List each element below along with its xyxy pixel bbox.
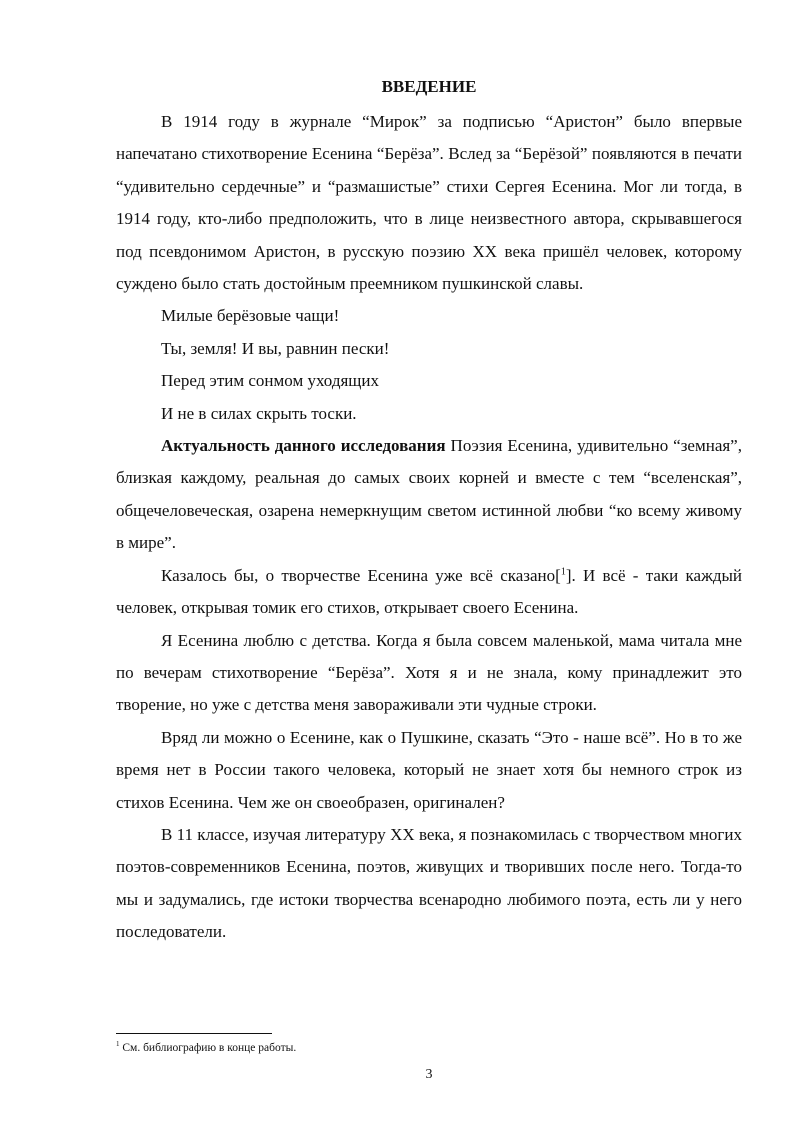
section-title: ВВЕДЕНИЕ [381, 77, 477, 96]
footnote-separator [116, 1033, 272, 1034]
verse-line-2: Ты, земля! И вы, равнин пески! [161, 338, 390, 358]
paragraph-relevance [116, 430, 742, 560]
paragraph-seemingly [116, 560, 742, 625]
paragraph-intro: В 1914 году в журнале “Мирок” за подписью “Аристон” было впервые напечатано стихотворение Есенина “Берёза”. Вслед за “Берёзой” появляются в печати “удивительно сердечные” и “размашистые” стихи Сергея Есенина. Мог ли тогда, в 1914 году, кто-либо предположить, что в лице неизвестного автора, скрывавшегося под псевдонимом Аристон, в русскую поэзию XX века пришёл человек, которому суждено было стать достойным преемником пушкинской славы. [116, 112, 742, 294]
page-number: 3 [425, 1067, 433, 1082]
verse-line-4: И не в силах скрыть тоски. [161, 403, 357, 423]
paragraph-eleventh-grade: В 11 классе, изучая литературу XX века, я познакомилась с творчеством многих поэтов-современников Есенина, поэтов, живущих и творивших после него. Тогда-то мы и задумались, где истоки творчества всенародно любимого поэта, есть ли у него последователи. [116, 824, 742, 942]
footnote-number: 1 [116, 1040, 120, 1049]
footnote-text: См. библиографию в конце работы. [119, 1042, 297, 1054]
seemingly-text-start: Казалось бы, о творчестве Есенина уже всё сказано[ [161, 565, 561, 585]
relevance-text: Поэзия Есенина, удивительно “земная”, близкая каждому, реальная до самых своих корней и вместе с тем “вселенская”, общечеловеческая, озарена немеркнущим светом истинной любви “ко всему живому в мире”. [116, 436, 742, 553]
relevance-heading: Актуальность данного исследования [161, 436, 446, 456]
body-text [116, 106, 742, 949]
paragraph-pushkin: Вряд ли можно о Есенине, как о Пушкине, сказать “Это - наше всё”. Но в то же время нет в России такого человека, который не знает хотя бы немного строк из стихов Есенина. Чем же он своеобразен, оригинален? [116, 727, 742, 812]
seemingly-text-end: ]. И всё - таки каждый человек, открывая томик его стихов, открывает своего Есенина. [116, 565, 742, 618]
verse-line-3: Перед этим сонмом уходящих [161, 371, 379, 391]
document-page [116, 0, 742, 1131]
footnote [116, 1041, 742, 1055]
footnote-reference[interactable]: 1 [560, 566, 566, 578]
verse-line-1: Милые берёзовые чащи! [161, 306, 340, 326]
paragraph-childhood: Я Есенина люблю с детства. Когда я была совсем маленькой, мама читала мне по вечерам стихотворение “Берёза”. Хотя я и не знала, кому принадлежит это творение, но уже с детства меня завораживали эти чудные строки. [116, 630, 742, 715]
